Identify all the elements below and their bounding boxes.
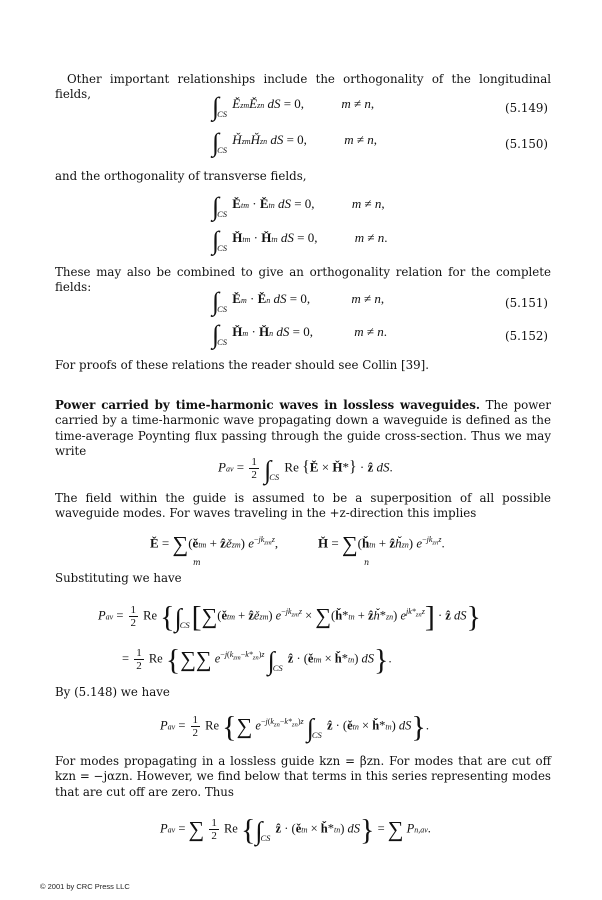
equation-number-5-151: (5.151) (505, 296, 548, 310)
equation-pav-final: Pav = ∑ $\frac{1}{2}$ Re {$\int_{CS}$ ẑ · (ětn × ȟ*tn) dS} = ∑ Pn,av. (160, 813, 431, 847)
equation-number-5-150: (5.150) (505, 137, 548, 151)
paragraph-text: For proofs of these relations the reader should see Collin [39]. (55, 358, 429, 372)
equation-5-150: $\int_{CS}$ ȞzmȞzn dS = 0, m ≠ n, (212, 128, 377, 157)
equation-pav: Pav = $\frac{1}{2}$ $\int_{CS}$ Re {Ě × Ȟ*} · ẑ dS. (218, 455, 393, 485)
sum-index-n: n (364, 558, 370, 567)
equation-transverse-e: $\int_{CS}$ Ětm · Ětn dS = 0, m ≠ n, (212, 192, 385, 221)
paragraph-power (55, 398, 551, 459)
section-heading: Power carried by time-harmonic waves in lossless waveguides. (55, 398, 481, 412)
equation-h-sum: Ȟ = ∑(ȟtn + ẑȟzn) $e^{-jk_{zn}z}$. (318, 531, 445, 557)
equation-transverse-h: $\int_{CS}$ Ȟtm · Ȟtn dS = 0, m ≠ n. (212, 226, 388, 255)
paragraph-text: These may also be combined to give an orthogonality relation for the complete fields: (55, 265, 551, 295)
equation-number-5-152: (5.152) (505, 329, 548, 343)
equation-5-149: $\int_{CS}$ ĚzmĚzn dS = 0, m ≠ n, (212, 92, 375, 121)
copyright-footer: © 2001 by CRC Press LLC (40, 882, 130, 891)
equation-5-152: $\int_{CS}$ Ȟm · Ȟn dS = 0, m ≠ n. (212, 320, 388, 349)
equation-5-151: $\int_{CS}$ Ěm · Ěn dS = 0, m ≠ n, (212, 287, 385, 316)
paragraph-text: For modes propagating in a lossless guide kzn = βzn. For modes that are cut off kzn = −jαzn. However, we find below that terms in this series representing modes that are cut off are zero. Thus (55, 754, 551, 799)
paragraph-proofs (55, 358, 551, 373)
equation-substitution-1: Pav = $\frac{1}{2}$ Re {$\int_{CS}[\sum(ětm$ + ẑězm) $e^{-jk_{zm}z}$ × ∑(ȟ*tn + ẑȟ*zn) $e^{jk*_{zn}z}$] · ẑ dS} (98, 600, 481, 634)
equation-e-sum: Ě = ∑(ětm + ẑězm) $e^{-jk_{zm}z}$, (150, 531, 279, 557)
paragraph-lossless-modes (55, 754, 551, 800)
paragraph-superposition (55, 491, 551, 522)
paragraph-transverse (55, 169, 551, 184)
sum-index-m: m (193, 558, 201, 567)
paragraph-substituting (55, 571, 551, 586)
equation-pav-diagonal: Pav = $\frac{1}{2}$ Re {∑ $e^{-j(k_{zn}-k*_{zn})z}$ $\int_{CS}$ ẑ · (ětn × ȟ*tn) dS}. (160, 710, 429, 744)
paragraph-text: Substituting we have (55, 571, 182, 585)
equation-substitution-2: = $\frac{1}{2}$ Re {∑∑ $e^{-j(k_{zm}-k*_{zn})z}$ $\int_{CS}$ ẑ · (ětm × ȟ*tn) dS}. (122, 643, 392, 677)
equation-number-5-149: (5.149) (505, 101, 548, 115)
paragraph-text: and the orthogonality of transverse fields, (55, 169, 307, 183)
paragraph-text: Other important relationships include the orthogonality of the longitudinal fields, (55, 72, 551, 102)
paragraph-by-5-148 (55, 685, 551, 700)
paragraph-text: By (5.148) we have (55, 685, 170, 699)
paragraph-text: The field within the guide is assumed to be a superposition of all possible waveguide modes. For waves traveling in the +z-direction this implies (55, 491, 551, 521)
paragraph-text: The power carried by a time-harmonic wave propagating down a waveguide is defined as the time-average Poynting flux passing through the guide cross-section. Thus we may write (55, 398, 551, 458)
